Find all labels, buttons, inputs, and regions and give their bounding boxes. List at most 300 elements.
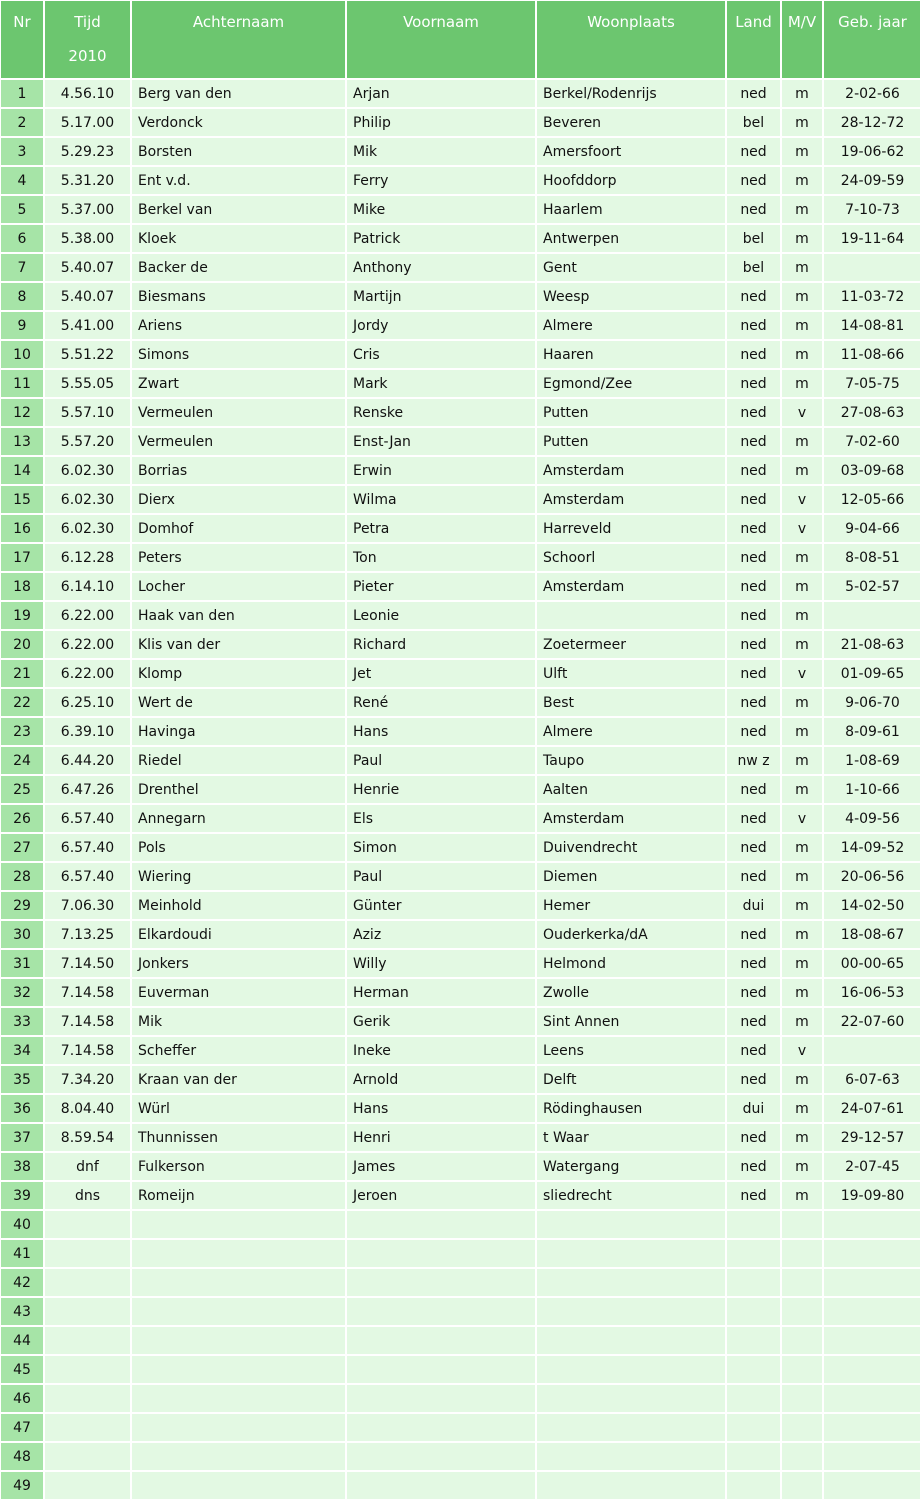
cell-woonplaats: Beveren <box>537 109 725 136</box>
cell-mv: m <box>782 631 822 658</box>
cell-mv: m <box>782 283 822 310</box>
table-row <box>1 776 920 803</box>
cell-mv: m <box>782 138 822 165</box>
cell-geb <box>824 1327 920 1354</box>
cell-land: ned <box>727 428 780 455</box>
cell-geb: 14-08-81 <box>824 312 920 339</box>
cell-mv: m <box>782 950 822 977</box>
cell-land <box>727 1269 780 1296</box>
cell-achternaam: Verdonck <box>132 109 345 136</box>
cell-geb: 5-02-57 <box>824 573 920 600</box>
table-row <box>1 834 920 861</box>
cell-woonplaats: Almere <box>537 718 725 745</box>
cell-voornaam: Wilma <box>347 486 535 513</box>
cell-tijd: 8.04.40 <box>45 1095 130 1122</box>
cell-tijd: 6.57.40 <box>45 834 130 861</box>
cell-land: ned <box>727 979 780 1006</box>
cell-nr: 34 <box>1 1037 43 1064</box>
cell-achternaam: Simons <box>132 341 345 368</box>
cell-tijd: 6.57.40 <box>45 863 130 890</box>
cell-tijd: 4.56.10 <box>45 80 130 107</box>
cell-mv: m <box>782 109 822 136</box>
table-row <box>1 1327 920 1354</box>
cell-geb: 19-06-62 <box>824 138 920 165</box>
cell-achternaam: Kraan van der <box>132 1066 345 1093</box>
cell-achternaam <box>132 1211 345 1238</box>
cell-achternaam: Fulkerson <box>132 1153 345 1180</box>
cell-mv: v <box>782 486 822 513</box>
cell-mv: m <box>782 689 822 716</box>
cell-achternaam: Havinga <box>132 718 345 745</box>
cell-woonplaats <box>537 1298 725 1325</box>
cell-geb: 22-07-60 <box>824 1008 920 1035</box>
cell-land: ned <box>727 544 780 571</box>
cell-geb: 12-05-66 <box>824 486 920 513</box>
cell-land: ned <box>727 602 780 629</box>
cell-tijd: 5.37.00 <box>45 196 130 223</box>
cell-nr: 1 <box>1 80 43 107</box>
cell-woonplaats: Leens <box>537 1037 725 1064</box>
cell-land <box>727 1211 780 1238</box>
cell-mv <box>782 1356 822 1383</box>
cell-nr: 8 <box>1 283 43 310</box>
cell-mv: m <box>782 921 822 948</box>
cell-nr: 39 <box>1 1182 43 1209</box>
cell-achternaam: Zwart <box>132 370 345 397</box>
cell-nr: 26 <box>1 805 43 832</box>
cell-nr: 24 <box>1 747 43 774</box>
cell-woonplaats: Almere <box>537 312 725 339</box>
cell-geb <box>824 254 920 281</box>
cell-geb: 14-02-50 <box>824 892 920 919</box>
cell-voornaam: Hans <box>347 718 535 745</box>
cell-achternaam: Romeijn <box>132 1182 345 1209</box>
cell-tijd <box>45 1356 130 1383</box>
cell-woonplaats: t Waar <box>537 1124 725 1151</box>
cell-geb: 18-08-67 <box>824 921 920 948</box>
cell-achternaam: Ent v.d. <box>132 167 345 194</box>
cell-mv: m <box>782 1182 822 1209</box>
cell-voornaam: Erwin <box>347 457 535 484</box>
cell-voornaam: Jordy <box>347 312 535 339</box>
cell-land: ned <box>727 1182 780 1209</box>
cell-achternaam <box>132 1472 345 1499</box>
cell-nr: 18 <box>1 573 43 600</box>
cell-land: ned <box>727 457 780 484</box>
cell-woonplaats: Sint Annen <box>537 1008 725 1035</box>
cell-nr: 20 <box>1 631 43 658</box>
cell-mv <box>782 1385 822 1412</box>
table-row <box>1 1211 920 1238</box>
cell-land: ned <box>727 370 780 397</box>
cell-mv: m <box>782 80 822 107</box>
cell-woonplaats: Haaren <box>537 341 725 368</box>
cell-land: ned <box>727 399 780 426</box>
cell-nr: 49 <box>1 1472 43 1499</box>
cell-tijd: 6.02.30 <box>45 457 130 484</box>
table-row <box>1 283 920 310</box>
cell-tijd: 6.44.20 <box>45 747 130 774</box>
cell-woonplaats <box>537 1414 725 1441</box>
table-body <box>1 80 920 1499</box>
table-row <box>1 979 920 1006</box>
cell-land: ned <box>727 834 780 861</box>
table-row <box>1 863 920 890</box>
cell-tijd: 7.14.58 <box>45 1037 130 1064</box>
cell-tijd: 5.41.00 <box>45 312 130 339</box>
table-row <box>1 602 920 629</box>
table-row <box>1 399 920 426</box>
table-row <box>1 1385 920 1412</box>
table-row <box>1 196 920 223</box>
cell-voornaam: Jeroen <box>347 1182 535 1209</box>
cell-voornaam: Jet <box>347 660 535 687</box>
cell-achternaam: Würl <box>132 1095 345 1122</box>
cell-geb: 4-09-56 <box>824 805 920 832</box>
cell-woonplaats: Hemer <box>537 892 725 919</box>
cell-voornaam: Gerik <box>347 1008 535 1035</box>
cell-geb <box>824 1269 920 1296</box>
cell-mv <box>782 1327 822 1354</box>
cell-tijd: 6.02.30 <box>45 515 130 542</box>
cell-mv: m <box>782 776 822 803</box>
table-row <box>1 138 920 165</box>
cell-achternaam: Berkel van <box>132 196 345 223</box>
table-row <box>1 1153 920 1180</box>
cell-woonplaats: Gent <box>537 254 725 281</box>
cell-mv: m <box>782 1066 822 1093</box>
cell-land <box>727 1443 780 1470</box>
cell-tijd: 5.29.23 <box>45 138 130 165</box>
cell-voornaam <box>347 1211 535 1238</box>
header-woonplaats: Woonplaats <box>537 1 725 78</box>
cell-nr: 6 <box>1 225 43 252</box>
cell-mv <box>782 1472 822 1499</box>
cell-tijd: 5.31.20 <box>45 167 130 194</box>
cell-mv: m <box>782 196 822 223</box>
cell-voornaam <box>347 1269 535 1296</box>
cell-land <box>727 1327 780 1354</box>
cell-land: ned <box>727 950 780 977</box>
table-row <box>1 1037 920 1064</box>
cell-mv: m <box>782 225 822 252</box>
cell-nr: 12 <box>1 399 43 426</box>
cell-geb <box>824 1037 920 1064</box>
cell-voornaam: Enst-Jan <box>347 428 535 455</box>
cell-voornaam: Cris <box>347 341 535 368</box>
cell-achternaam: Wert de <box>132 689 345 716</box>
cell-tijd: 5.57.20 <box>45 428 130 455</box>
cell-voornaam: Mik <box>347 138 535 165</box>
cell-woonplaats: Harreveld <box>537 515 725 542</box>
cell-land: bel <box>727 109 780 136</box>
cell-nr: 10 <box>1 341 43 368</box>
cell-tijd: 7.14.50 <box>45 950 130 977</box>
cell-tijd: 7.34.20 <box>45 1066 130 1093</box>
cell-voornaam: Mark <box>347 370 535 397</box>
cell-tijd: 6.12.28 <box>45 544 130 571</box>
cell-voornaam <box>347 1443 535 1470</box>
cell-achternaam: Annegarn <box>132 805 345 832</box>
cell-voornaam: Anthony <box>347 254 535 281</box>
table-row <box>1 805 920 832</box>
cell-nr: 7 <box>1 254 43 281</box>
table-row <box>1 486 920 513</box>
cell-land: ned <box>727 1037 780 1064</box>
cell-woonplaats: Taupo <box>537 747 725 774</box>
table-row <box>1 1008 920 1035</box>
cell-woonplaats: Amsterdam <box>537 805 725 832</box>
cell-tijd: dnf <box>45 1153 130 1180</box>
cell-geb <box>824 602 920 629</box>
cell-mv <box>782 1298 822 1325</box>
cell-nr: 22 <box>1 689 43 716</box>
cell-voornaam: Philip <box>347 109 535 136</box>
cell-mv: v <box>782 515 822 542</box>
cell-tijd: 6.22.00 <box>45 602 130 629</box>
cell-woonplaats: Hoofddorp <box>537 167 725 194</box>
cell-nr: 44 <box>1 1327 43 1354</box>
table-row <box>1 1182 920 1209</box>
cell-geb: 14-09-52 <box>824 834 920 861</box>
cell-nr: 5 <box>1 196 43 223</box>
cell-geb <box>824 1211 920 1238</box>
cell-tijd: 5.55.05 <box>45 370 130 397</box>
cell-woonplaats: Diemen <box>537 863 725 890</box>
cell-woonplaats <box>537 1385 725 1412</box>
cell-nr: 3 <box>1 138 43 165</box>
cell-nr: 2 <box>1 109 43 136</box>
table-row <box>1 1095 920 1122</box>
cell-voornaam: Arnold <box>347 1066 535 1093</box>
cell-geb: 27-08-63 <box>824 399 920 426</box>
cell-mv: m <box>782 254 822 281</box>
table-row <box>1 254 920 281</box>
cell-geb: 00-00-65 <box>824 950 920 977</box>
cell-nr: 48 <box>1 1443 43 1470</box>
cell-mv: v <box>782 399 822 426</box>
cell-achternaam <box>132 1298 345 1325</box>
cell-land: ned <box>727 1066 780 1093</box>
cell-land <box>727 1298 780 1325</box>
cell-nr: 25 <box>1 776 43 803</box>
cell-woonplaats: Amersfoort <box>537 138 725 165</box>
header-tijd <box>45 1 130 78</box>
cell-woonplaats: Haarlem <box>537 196 725 223</box>
cell-woonplaats <box>537 602 725 629</box>
cell-nr: 9 <box>1 312 43 339</box>
cell-land: ned <box>727 312 780 339</box>
cell-nr: 35 <box>1 1066 43 1093</box>
cell-nr: 31 <box>1 950 43 977</box>
cell-mv: m <box>782 1008 822 1035</box>
cell-achternaam: Kloek <box>132 225 345 252</box>
cell-nr: 23 <box>1 718 43 745</box>
cell-geb: 6-07-63 <box>824 1066 920 1093</box>
table-row <box>1 544 920 571</box>
cell-woonplaats: Helmond <box>537 950 725 977</box>
cell-land: nw z <box>727 747 780 774</box>
header-land: Land <box>727 1 780 78</box>
cell-tijd <box>45 1298 130 1325</box>
cell-achternaam: Borrias <box>132 457 345 484</box>
cell-achternaam: Locher <box>132 573 345 600</box>
cell-tijd: 5.51.22 <box>45 341 130 368</box>
cell-mv: m <box>782 370 822 397</box>
cell-mv <box>782 1414 822 1441</box>
cell-geb <box>824 1414 920 1441</box>
cell-woonplaats: Antwerpen <box>537 225 725 252</box>
table-row <box>1 747 920 774</box>
cell-voornaam: Ferry <box>347 167 535 194</box>
cell-mv: m <box>782 457 822 484</box>
cell-land: ned <box>727 341 780 368</box>
cell-geb: 28-12-72 <box>824 109 920 136</box>
cell-nr: 45 <box>1 1356 43 1383</box>
cell-woonplaats <box>537 1240 725 1267</box>
table-row <box>1 689 920 716</box>
cell-woonplaats: Putten <box>537 428 725 455</box>
table-row <box>1 1269 920 1296</box>
cell-mv: m <box>782 863 822 890</box>
cell-achternaam <box>132 1385 345 1412</box>
cell-geb: 2-07-45 <box>824 1153 920 1180</box>
cell-tijd: 5.40.07 <box>45 254 130 281</box>
cell-mv: m <box>782 718 822 745</box>
cell-tijd: 6.22.00 <box>45 660 130 687</box>
cell-voornaam: Aziz <box>347 921 535 948</box>
cell-woonplaats <box>537 1211 725 1238</box>
cell-achternaam: Ariens <box>132 312 345 339</box>
table-row <box>1 312 920 339</box>
cell-woonplaats <box>537 1269 725 1296</box>
cell-voornaam: Ineke <box>347 1037 535 1064</box>
cell-tijd: 8.59.54 <box>45 1124 130 1151</box>
cell-geb: 29-12-57 <box>824 1124 920 1151</box>
cell-mv: v <box>782 805 822 832</box>
table-row <box>1 225 920 252</box>
cell-land: dui <box>727 1095 780 1122</box>
cell-geb: 24-09-59 <box>824 167 920 194</box>
cell-land: ned <box>727 1153 780 1180</box>
cell-woonplaats: Ouderkerka/dA <box>537 921 725 948</box>
cell-tijd <box>45 1385 130 1412</box>
cell-tijd: dns <box>45 1182 130 1209</box>
cell-tijd <box>45 1269 130 1296</box>
cell-woonplaats: Putten <box>537 399 725 426</box>
cell-nr: 11 <box>1 370 43 397</box>
cell-geb: 1-08-69 <box>824 747 920 774</box>
cell-woonplaats <box>537 1472 725 1499</box>
cell-nr: 36 <box>1 1095 43 1122</box>
cell-mv: m <box>782 892 822 919</box>
cell-voornaam: Willy <box>347 950 535 977</box>
cell-tijd: 6.14.10 <box>45 573 130 600</box>
table-row <box>1 718 920 745</box>
cell-achternaam <box>132 1443 345 1470</box>
cell-tijd <box>45 1211 130 1238</box>
cell-voornaam: Paul <box>347 863 535 890</box>
cell-voornaam <box>347 1472 535 1499</box>
cell-nr: 17 <box>1 544 43 571</box>
cell-achternaam: Vermeulen <box>132 428 345 455</box>
cell-mv: m <box>782 834 822 861</box>
cell-achternaam: Peters <box>132 544 345 571</box>
cell-nr: 41 <box>1 1240 43 1267</box>
cell-achternaam: Drenthel <box>132 776 345 803</box>
cell-mv: m <box>782 428 822 455</box>
header-mv: M/V <box>782 1 822 78</box>
cell-nr: 21 <box>1 660 43 687</box>
cell-voornaam: Simon <box>347 834 535 861</box>
cell-geb: 11-03-72 <box>824 283 920 310</box>
cell-achternaam <box>132 1414 345 1441</box>
cell-tijd: 6.02.30 <box>45 486 130 513</box>
cell-nr: 37 <box>1 1124 43 1151</box>
cell-land: ned <box>727 573 780 600</box>
cell-mv: m <box>782 979 822 1006</box>
cell-mv: m <box>782 167 822 194</box>
table-row <box>1 167 920 194</box>
cell-achternaam: Klomp <box>132 660 345 687</box>
cell-voornaam: Ton <box>347 544 535 571</box>
cell-nr: 30 <box>1 921 43 948</box>
cell-geb: 19-09-80 <box>824 1182 920 1209</box>
cell-mv <box>782 1443 822 1470</box>
cell-land: ned <box>727 660 780 687</box>
cell-voornaam <box>347 1385 535 1412</box>
cell-geb: 20-06-56 <box>824 863 920 890</box>
cell-mv: m <box>782 312 822 339</box>
cell-tijd: 7.13.25 <box>45 921 130 948</box>
cell-geb <box>824 1240 920 1267</box>
cell-geb: 1-10-66 <box>824 776 920 803</box>
cell-voornaam: Henri <box>347 1124 535 1151</box>
cell-achternaam: Backer de <box>132 254 345 281</box>
header-tijd-year: 2010 <box>68 47 107 65</box>
cell-tijd: 5.17.00 <box>45 109 130 136</box>
cell-geb <box>824 1472 920 1499</box>
cell-geb: 11-08-66 <box>824 341 920 368</box>
cell-woonplaats: sliedrecht <box>537 1182 725 1209</box>
table-row <box>1 921 920 948</box>
cell-tijd: 7.06.30 <box>45 892 130 919</box>
cell-tijd: 5.40.07 <box>45 283 130 310</box>
cell-nr: 19 <box>1 602 43 629</box>
cell-achternaam: Mik <box>132 1008 345 1035</box>
cell-tijd <box>45 1472 130 1499</box>
cell-voornaam: Mike <box>347 196 535 223</box>
cell-woonplaats <box>537 1327 725 1354</box>
cell-woonplaats: Duivendrecht <box>537 834 725 861</box>
cell-land: ned <box>727 921 780 948</box>
cell-achternaam: Riedel <box>132 747 345 774</box>
cell-tijd: 7.14.58 <box>45 1008 130 1035</box>
cell-woonplaats: Amsterdam <box>537 486 725 513</box>
cell-land: ned <box>727 631 780 658</box>
cell-land: dui <box>727 892 780 919</box>
cell-achternaam: Pols <box>132 834 345 861</box>
cell-voornaam: Richard <box>347 631 535 658</box>
cell-nr: 29 <box>1 892 43 919</box>
cell-achternaam <box>132 1269 345 1296</box>
cell-land: ned <box>727 805 780 832</box>
cell-voornaam: Pieter <box>347 573 535 600</box>
cell-tijd: 6.47.26 <box>45 776 130 803</box>
cell-voornaam: Arjan <box>347 80 535 107</box>
cell-land: ned <box>727 689 780 716</box>
cell-tijd: 6.39.10 <box>45 718 130 745</box>
